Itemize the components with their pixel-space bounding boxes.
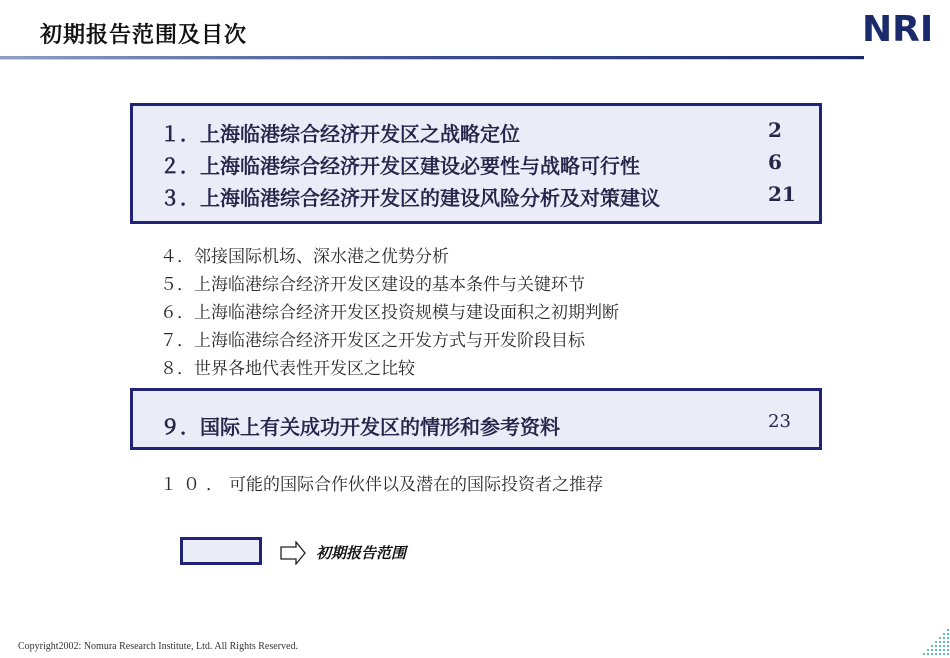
toc-item-1: [160, 118, 782, 147]
toc-item-number: ９．: [160, 415, 200, 439]
header-rule-light: [0, 59, 864, 60]
toc-item-text: 上海临港综合经济开发区投资规模与建设面积之初期判断: [194, 303, 619, 323]
nri-logo: [860, 8, 936, 46]
copyright-footer: Copyright2002: Nomura Research Institute, Ltd. All Rights Reserved.: [18, 641, 298, 652]
toc-item-10: [160, 470, 603, 495]
toc-item-number: １０．: [160, 475, 229, 495]
toc-item-number: ６．: [160, 303, 194, 323]
toc-item-3: [160, 182, 796, 211]
toc-item-4: [160, 242, 449, 267]
toc-item-2: [160, 150, 782, 179]
toc-item-text: 上海临港综合经济开发区之战略定位: [200, 122, 520, 146]
toc-item-page: 23: [768, 411, 791, 432]
legend-label: 初期报告范围: [316, 544, 407, 562]
toc-item-number: ３．: [160, 186, 200, 210]
toc-item-number: ５．: [160, 275, 194, 295]
toc-item-text: 上海临港综合经济开发区之开发方式与开发阶段目标: [194, 331, 585, 351]
toc-item-8: [160, 354, 415, 379]
toc-item-page: 6: [768, 150, 782, 174]
toc-item-number: ８．: [160, 359, 194, 379]
toc-item-text: 世界各地代表性开发区之比较: [194, 359, 415, 379]
toc-item-9: [160, 411, 791, 440]
toc-item-5: [160, 270, 585, 295]
toc-item-text: 国际上有关成功开发区的情形和参考资料: [200, 415, 560, 439]
toc-item-text: 上海临港综合经济开发区建设必要性与战略可行性: [200, 154, 640, 178]
toc-item-number: １．: [160, 122, 200, 146]
toc-item-6: [160, 298, 619, 323]
toc-item-text: 上海临港综合经济开发区建设的基本条件与关键环节: [194, 275, 585, 295]
corner-decoration-icon: [910, 626, 950, 658]
toc-item-text: 邻接国际机场、深水港之优势分析: [194, 247, 449, 267]
toc-item-number: ４．: [160, 247, 194, 267]
toc-item-number: ７．: [160, 331, 194, 351]
legend-swatch: [180, 537, 262, 565]
svg-text:NRI: NRI: [862, 9, 934, 46]
toc-item-page: 2: [768, 118, 782, 142]
toc-item-7: [160, 326, 585, 351]
arrow-right-icon: [280, 541, 306, 565]
toc-item-text: 可能的国际合作伙伴以及潜在的国际投资者之推荐: [229, 475, 603, 495]
toc-item-number: ２．: [160, 154, 200, 178]
toc-item-text: 上海临港综合经济开发区的建设风险分析及对策建议: [200, 186, 660, 210]
toc-item-page: 21: [768, 182, 796, 206]
page-title: 初期报告范围及目次: [40, 23, 248, 48]
